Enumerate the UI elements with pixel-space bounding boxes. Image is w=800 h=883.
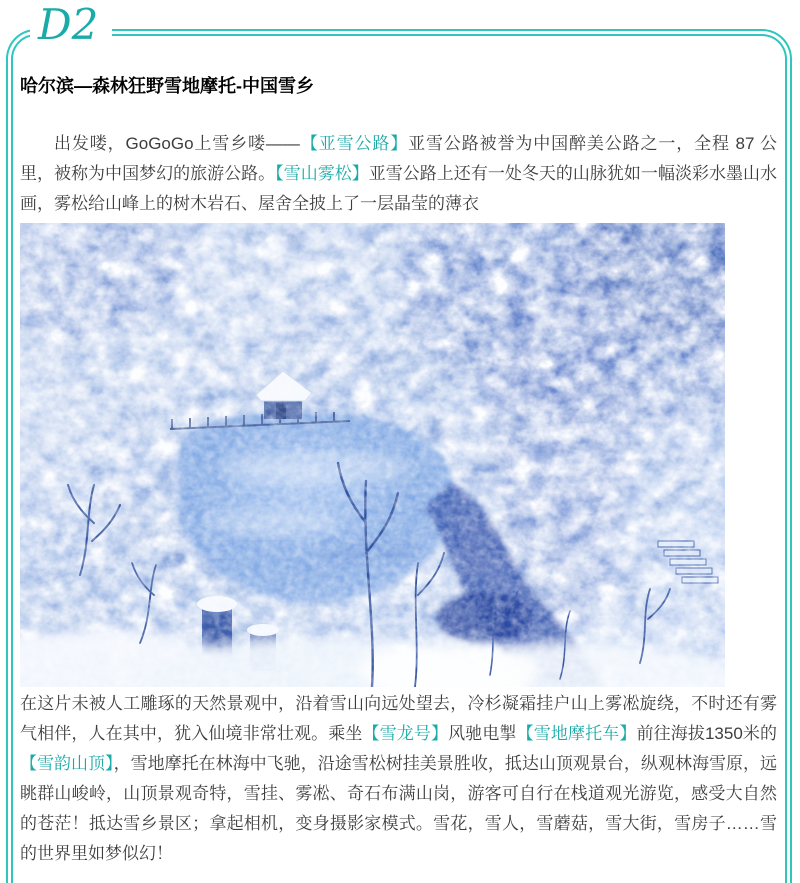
text-run: 亚雪公路被誉为中国醉美公路之一，全程 87 公里，被称为中国梦幻的旅游公路。	[20, 134, 778, 183]
section-title: 哈尔滨—森林狂野雪地摩托-中国雪乡	[20, 76, 314, 96]
itinerary-paragraph-1	[20, 129, 777, 219]
highlight-term: 【亚雪公路】	[299, 134, 409, 153]
text-run: 前往海拔1350米的	[636, 724, 778, 743]
highlight-term: 【雪龙号】	[362, 724, 449, 743]
winter-landscape-photo	[20, 223, 725, 687]
itinerary-paragraph-2	[20, 689, 777, 869]
text-run: 在这片未被人工雕琢的天然景观中，沿着雪山向远处望去，冷杉凝霜挂户山上雾凇旋绕，不时还有雾气相伴，人在其中，犹入仙境非常壮观。乘坐	[20, 694, 777, 743]
winter-photo-illustration	[20, 223, 725, 687]
highlight-term: 【雪山雾松】	[275, 164, 369, 183]
highlight-term: 【雪韵山顶】	[20, 754, 114, 773]
article-content	[20, 29, 777, 869]
text-run: 风驰电掣	[448, 724, 517, 743]
highlight-term: 【雪地摩托车】	[516, 724, 637, 743]
frost-grain-texture	[20, 223, 725, 687]
text-run: 亚雪公路上还有一处冬天的山脉犹如一幅淡彩水墨山水画，雾松给山峰上的树木岩石、屋舍全披上了一层晶莹的薄衣	[20, 164, 778, 213]
text-run: ，雪地摩托在林海中飞驰，沿途雪松树挂美景胜收，抵达山顶观景台，纵观林海雪原，远眺群山峻岭，山顶景观奇特，雪挂、雾凇、奇石布满山岗，游客可自行在栈道观光游览，感受大自然的苍茫！抵达雪乡景区；拿起相机，变身摄影家模式。雪花，雪人，雪蘑菇，雪大街，雪房子……雪的世界里如梦似幻！	[20, 754, 778, 863]
text-run: 出发喽，GoGoGo上雪乡喽——	[54, 134, 300, 153]
day-badge: D2	[30, 1, 112, 51]
